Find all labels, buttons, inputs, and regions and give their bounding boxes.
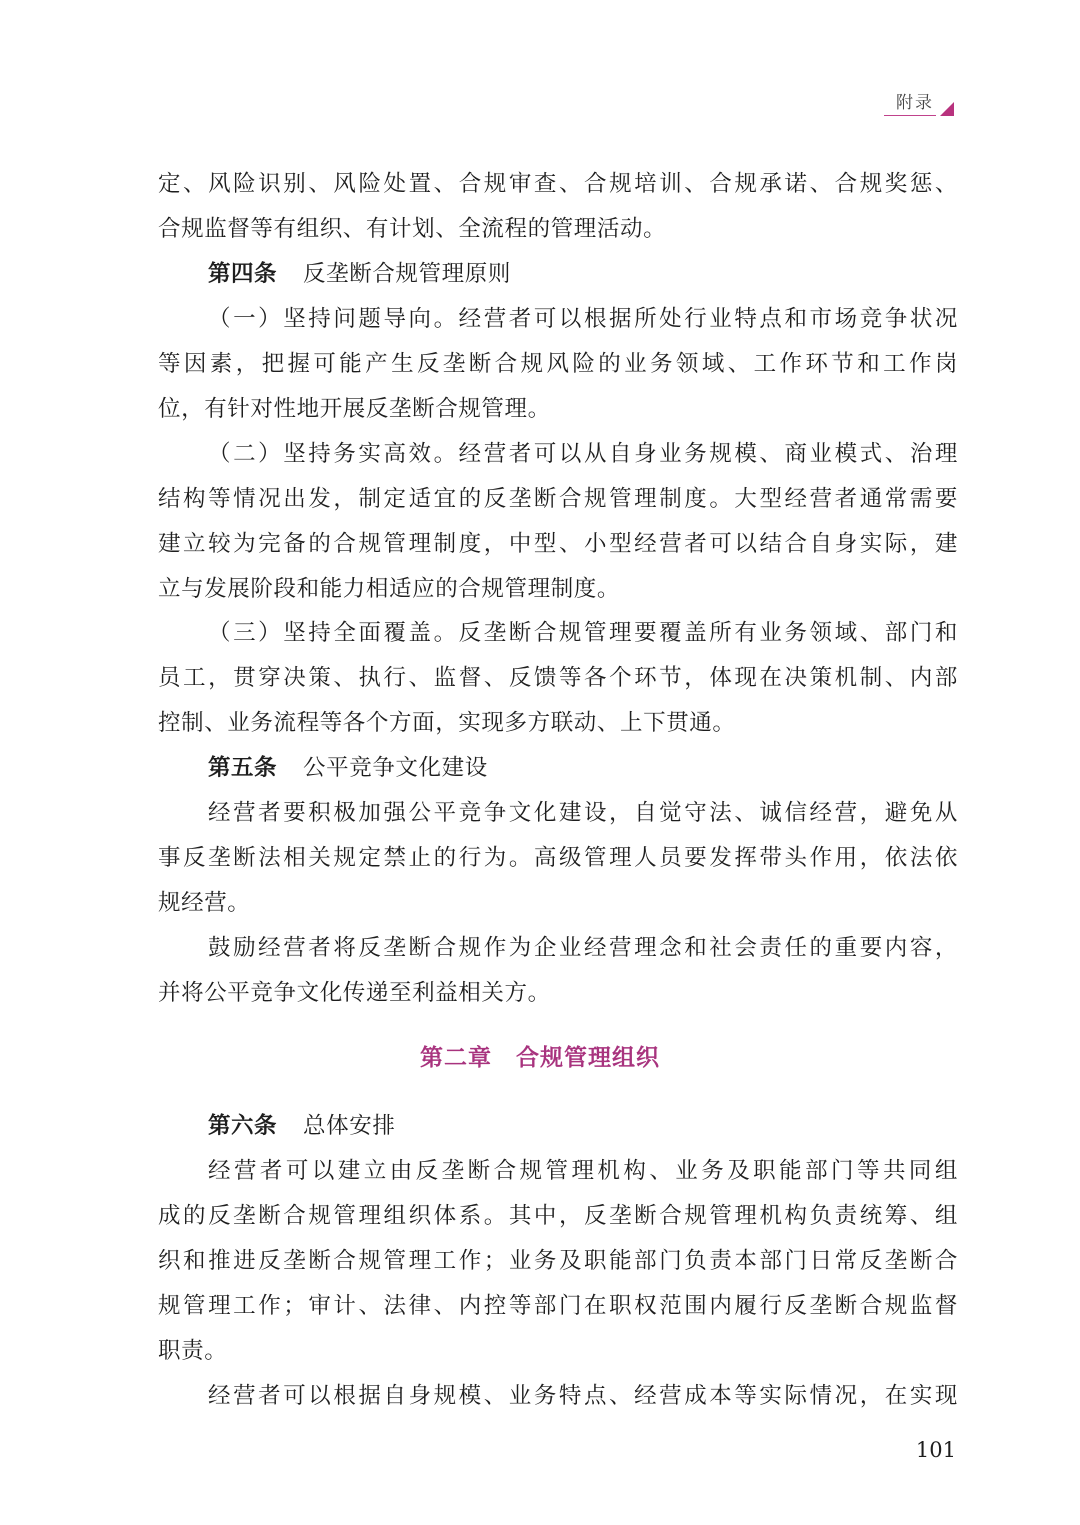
text-line: 立与发展阶段和能力相适应的合规管理制度。 (158, 576, 621, 602)
article-number: 第五条 (208, 755, 278, 781)
text-line: 织和推进反垄断合规管理工作；业务及职能部门负责本部门日常反垄断合 (158, 1248, 958, 1274)
article-title: 总体安排 (303, 1113, 396, 1139)
article-heading-5 (208, 748, 958, 788)
page-number: 101 (915, 1438, 956, 1462)
text-line: 建立较为完备的合规管理制度，中型、小型经营者可以结合自身实际，建 (158, 531, 958, 557)
header-rule (884, 115, 936, 116)
text-line: 定、风险识别、风险处置、合规审查、合规培训、合规承诺、合规奖惩、 (158, 171, 958, 197)
text-line: 事反垄断法相关规定禁止的行为。高级管理人员要发挥带头作用，依法依 (158, 845, 958, 871)
article-number: 第四条 (208, 261, 278, 287)
chapter-heading (0, 1038, 1080, 1078)
text-line: 并将公平竞争文化传递至利益相关方。 (158, 980, 551, 1006)
running-header-label: 附录 (896, 93, 934, 113)
article-title: 反垄断合规管理原则 (303, 261, 511, 287)
text-line: 规经营。 (158, 890, 251, 916)
article-number: 第六条 (208, 1113, 278, 1139)
article-title: 公平竞争文化建设 (303, 755, 488, 781)
article-heading-4 (208, 254, 958, 294)
text-line: 经营者可以根据自身规模、业务特点、经营成本等实际情况，在实现 (208, 1383, 958, 1409)
text-line: 鼓励经营者将反垄断合规作为企业经营理念和社会责任的重要内容， (208, 935, 958, 961)
running-header (884, 88, 954, 120)
text-line: 成的反垄断合规管理组织体系。其中，反垄断合规管理机构负责统筹、组 (158, 1203, 958, 1229)
text-line: 位，有针对性地开展反垄断合规管理。 (158, 396, 551, 422)
text-line: 结构等情况出发，制定适宜的反垄断合规管理制度。大型经营者通常需要 (158, 486, 958, 512)
header-triangle-icon (940, 102, 954, 116)
chapter-number: 第二章 (420, 1045, 492, 1071)
text-line: 合规监督等有组织、有计划、全流程的管理活动。 (158, 216, 667, 242)
text-line: （一）坚持问题导向。经营者可以根据所处行业特点和市场竞争状况 (208, 306, 958, 332)
text-line: 经营者可以建立由反垄断合规管理机构、业务及职能部门等共同组 (208, 1158, 958, 1184)
text-line: 规管理工作；审计、法律、内控等部门在职权范围内履行反垄断合规监督 (158, 1293, 958, 1319)
text-line: 职责。 (158, 1338, 228, 1364)
text-line: 员工，贯穿决策、执行、监督、反馈等各个环节，体现在决策机制、内部 (158, 665, 958, 691)
article-heading-6 (208, 1106, 958, 1146)
text-line: 控制、业务流程等各个方面，实现多方联动、上下贯通。 (158, 710, 736, 736)
text-line: （二）坚持务实高效。经营者可以从自身业务规模、商业模式、治理 (208, 441, 958, 467)
text-line: 经营者要积极加强公平竞争文化建设，自觉守法、诚信经营，避免从 (208, 800, 958, 826)
chapter-title: 合规管理组织 (516, 1045, 660, 1071)
text-line: （三）坚持全面覆盖。反垄断合规管理要覆盖所有业务领域、部门和 (208, 620, 958, 646)
text-line: 等因素，把握可能产生反垄断合规风险的业务领域、工作环节和工作岗 (158, 351, 958, 377)
